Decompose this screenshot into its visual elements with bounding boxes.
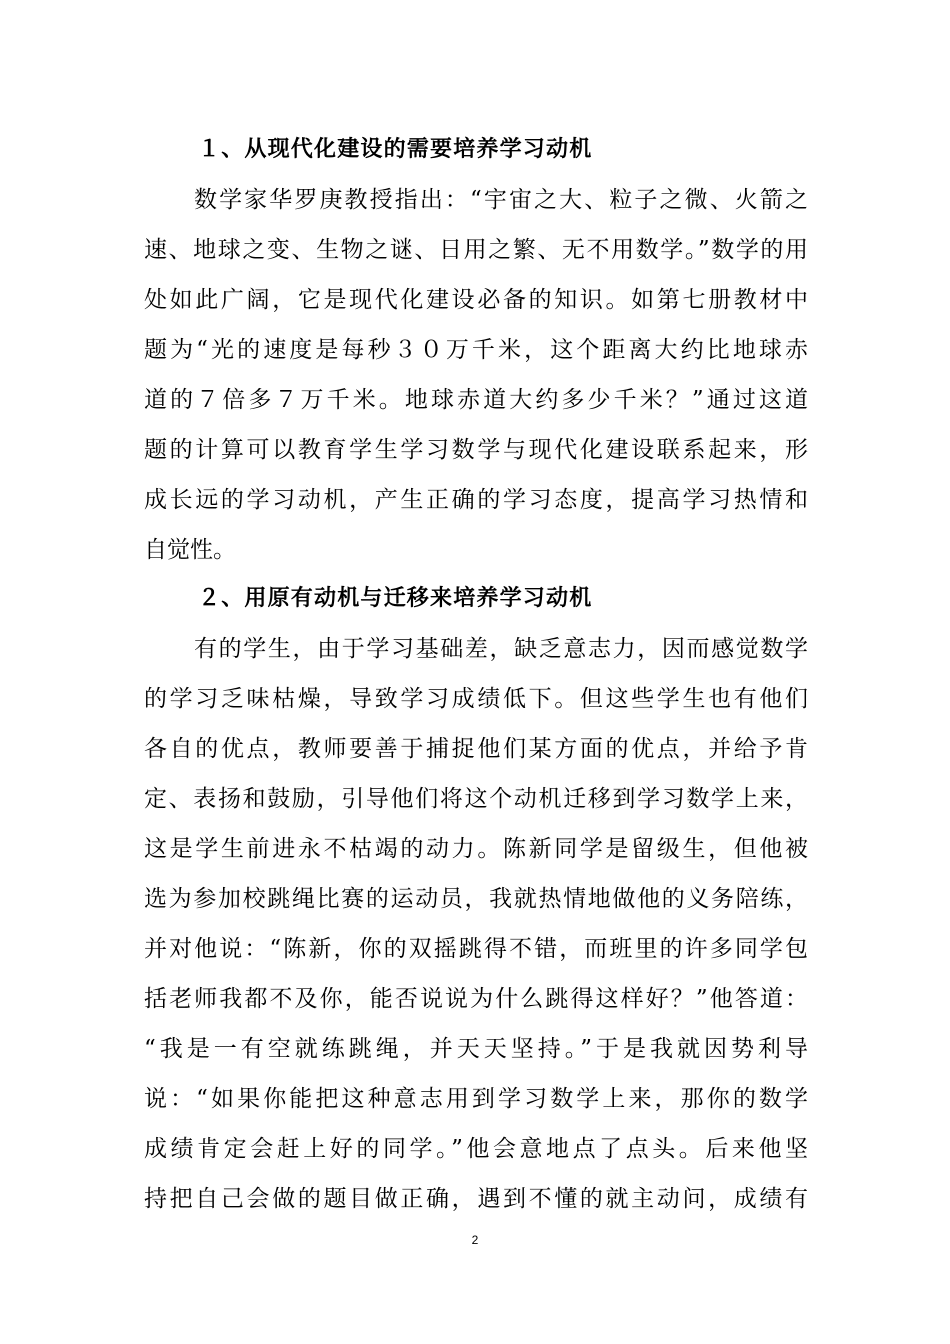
paragraph-line: 成绩肯定会赶上好的同学。”他会意地点了点头。后来他坚 <box>144 1136 808 1162</box>
paragraph-line: 有的学生，由于学习基础差，缺乏意志力，因而感觉数学 <box>194 636 808 662</box>
paragraph-line: 速、地球之变、生物之谜、日用之繁、无不用数学。”数学的用 <box>144 237 808 263</box>
paragraph-line: 题为“光的速度是每秒３０万千米，这个距离大约比地球赤 <box>144 337 808 363</box>
paragraph-line: 题的计算可以教育学生学习数学与现代化建设联系起来，形 <box>144 437 808 463</box>
paragraph-line: 持把自己会做的题目做正确，遇到不懂的就主动问，成绩有 <box>144 1186 808 1212</box>
paragraph-line: 括老师我都不及你，能否说说为什么跳得这样好？”他答道： <box>144 986 808 1012</box>
paragraph-line: “我是一有空就练跳绳，并天天坚持。”于是我就因势利导 <box>144 1036 808 1062</box>
paragraph-line: 道的７倍多７万千米。地球赤道大约多少千米？”通过这道 <box>144 387 808 413</box>
section-heading-1: １、从现代化建设的需要培养学习动机 <box>198 137 593 162</box>
paragraph-line: 这是学生前进永不枯竭的动力。陈新同学是留级生，但他被 <box>144 836 808 862</box>
section-heading-2: ２、用原有动机与迁移来培养学习动机 <box>198 586 593 611</box>
paragraph-line: 处如此广阔，它是现代化建设必备的知识。如第七册教材中 <box>144 287 808 313</box>
paragraph-line: 自觉性。 <box>144 537 236 563</box>
paragraph-line: 数学家华罗庚教授指出：“宇宙之大、粒子之微、火箭之 <box>194 187 808 213</box>
paragraph-line: 并对他说：“陈新，你的双摇跳得不错，而班里的许多同学包 <box>144 936 808 962</box>
page-number: 2 <box>471 1233 479 1247</box>
paragraph-line: 成长远的学习动机，产生正确的学习态度，提高学习热情和 <box>144 487 808 513</box>
paragraph-line: 说：“如果你能把这种意志用到学习数学上来，那你的数学 <box>144 1086 808 1112</box>
paragraph-line: 选为参加校跳绳比赛的运动员，我就热情地做他的义务陪练， <box>144 886 808 912</box>
paragraph-line: 定、表扬和鼓励，引导他们将这个动机迁移到学习数学上来， <box>144 786 808 812</box>
paragraph-line: 各自的优点，教师要善于捕捉他们某方面的优点，并给予肯 <box>144 736 808 762</box>
paragraph-line: 的学习乏味枯燥，导致学习成绩低下。但这些学生也有他们 <box>144 686 808 712</box>
